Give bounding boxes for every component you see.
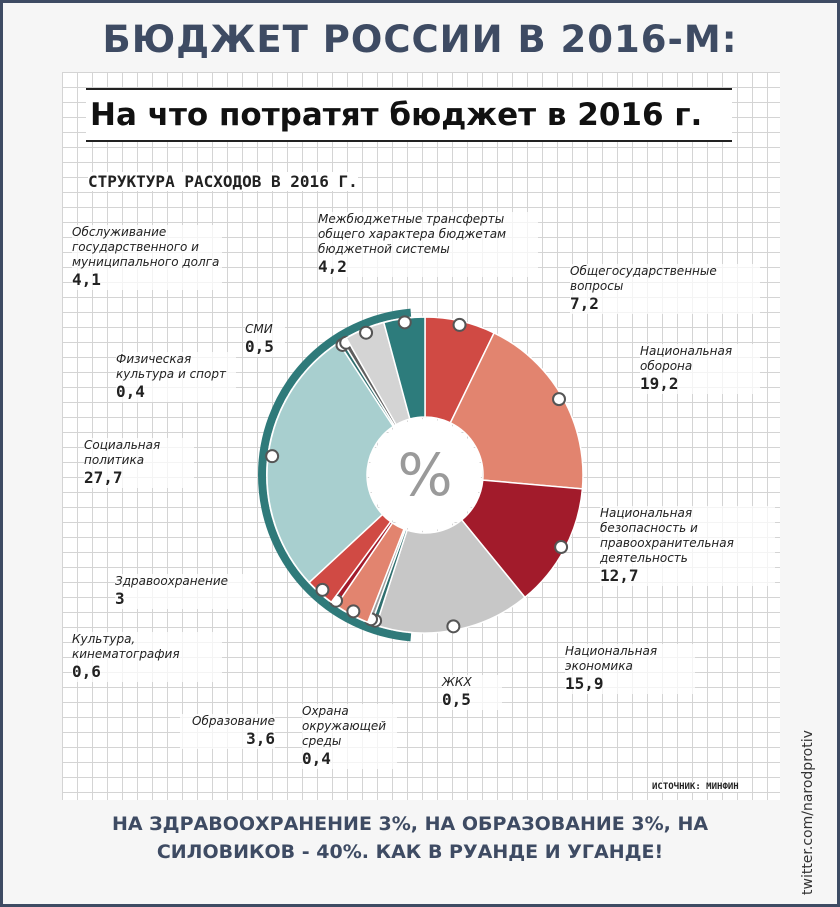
slice-label-0 xyxy=(570,264,760,314)
slice-marker xyxy=(360,327,372,339)
chart-title: На что потратят бюджет в 2016 г. xyxy=(86,88,732,142)
slice-value: 12,7 xyxy=(600,566,639,585)
slice-value: 3,6 xyxy=(246,729,275,748)
slice-label-text: Культура, кинематография xyxy=(72,632,180,661)
watermark: twitter.com/narodprotiv xyxy=(800,730,816,895)
slice-marker xyxy=(555,541,567,553)
slice-value: 4,1 xyxy=(72,270,101,289)
source-note: ИСТОЧНИК: МИНФИН xyxy=(652,782,739,792)
slice-label-10 xyxy=(116,352,236,402)
slice-label-text: Межбюджетные трансферты общего характера бюджетам бюджетной системы xyxy=(318,212,507,256)
slice-label-text: Национальная экономика xyxy=(565,644,658,673)
slice-label-text: Обслуживание государственного и муниципального долга xyxy=(72,225,220,269)
slice-value: 0,5 xyxy=(442,690,471,709)
slice-label-13 xyxy=(318,212,538,277)
slice-label-2 xyxy=(600,506,775,586)
slice-marker xyxy=(347,605,359,617)
slice-value: 19,2 xyxy=(640,374,679,393)
slice-label-text: Образование xyxy=(192,714,275,728)
slice-value: 0,4 xyxy=(116,382,145,401)
slice-label-text: Национальная оборона xyxy=(640,344,733,373)
slice-label-12 xyxy=(72,225,222,290)
slice-marker xyxy=(316,584,328,596)
slice-label-11 xyxy=(245,322,285,357)
slice-label-9 xyxy=(84,438,194,488)
slice-label-text: Национальная безопасность и правоохранительная деятельность xyxy=(600,506,734,565)
slice-label-5 xyxy=(302,704,397,769)
slice-label-3 xyxy=(565,644,695,694)
slice-value: 3 xyxy=(115,589,125,608)
slice-value: 0,5 xyxy=(245,337,274,356)
slice-label-4 xyxy=(442,675,502,710)
footer-caption: НА ЗДРАВООХРАНЕНИЕ 3%, НА ОБРАЗОВАНИЕ 3%, НА СИЛОВИКОВ - 40%. КАК В РУАНДЕ И УГАНДЕ! xyxy=(111,813,709,863)
slice-label-text: Социальная политика xyxy=(84,438,161,467)
slice-label-6 xyxy=(180,714,275,749)
slice-marker xyxy=(447,620,459,632)
slice-label-text: СМИ xyxy=(245,322,273,336)
slice-label-8 xyxy=(115,574,255,609)
slice-label-text: Охрана окружающей среды xyxy=(302,704,387,748)
slice-label-1 xyxy=(640,344,760,394)
slice-value: 0,6 xyxy=(72,662,101,681)
slice-label-7 xyxy=(72,632,222,682)
slice-marker xyxy=(266,450,278,462)
slice-label-text: Физическая культура и спорт xyxy=(116,352,226,381)
slice-value: 0,4 xyxy=(302,749,331,768)
slice-marker xyxy=(399,316,411,328)
slice-label-text: Здравоохранение xyxy=(115,574,229,588)
slice-value: 15,9 xyxy=(565,674,604,693)
slice-value: 4,2 xyxy=(318,257,347,276)
center-percent-label: % xyxy=(397,441,453,509)
slice-value: 7,2 xyxy=(570,294,599,313)
page-title: БЮДЖЕТ РОССИИ В 2016-М: xyxy=(102,18,738,61)
slice-value: 27,7 xyxy=(84,468,123,487)
slice-label-text: ЖКХ xyxy=(442,675,472,689)
slice-label-text: Общегосударственные вопросы xyxy=(570,264,717,293)
slice-marker xyxy=(553,393,565,405)
chart-subtitle: СТРУКТУРА РАСХОДОВ В 2016 Г. xyxy=(88,172,358,191)
slice-marker xyxy=(454,319,466,331)
